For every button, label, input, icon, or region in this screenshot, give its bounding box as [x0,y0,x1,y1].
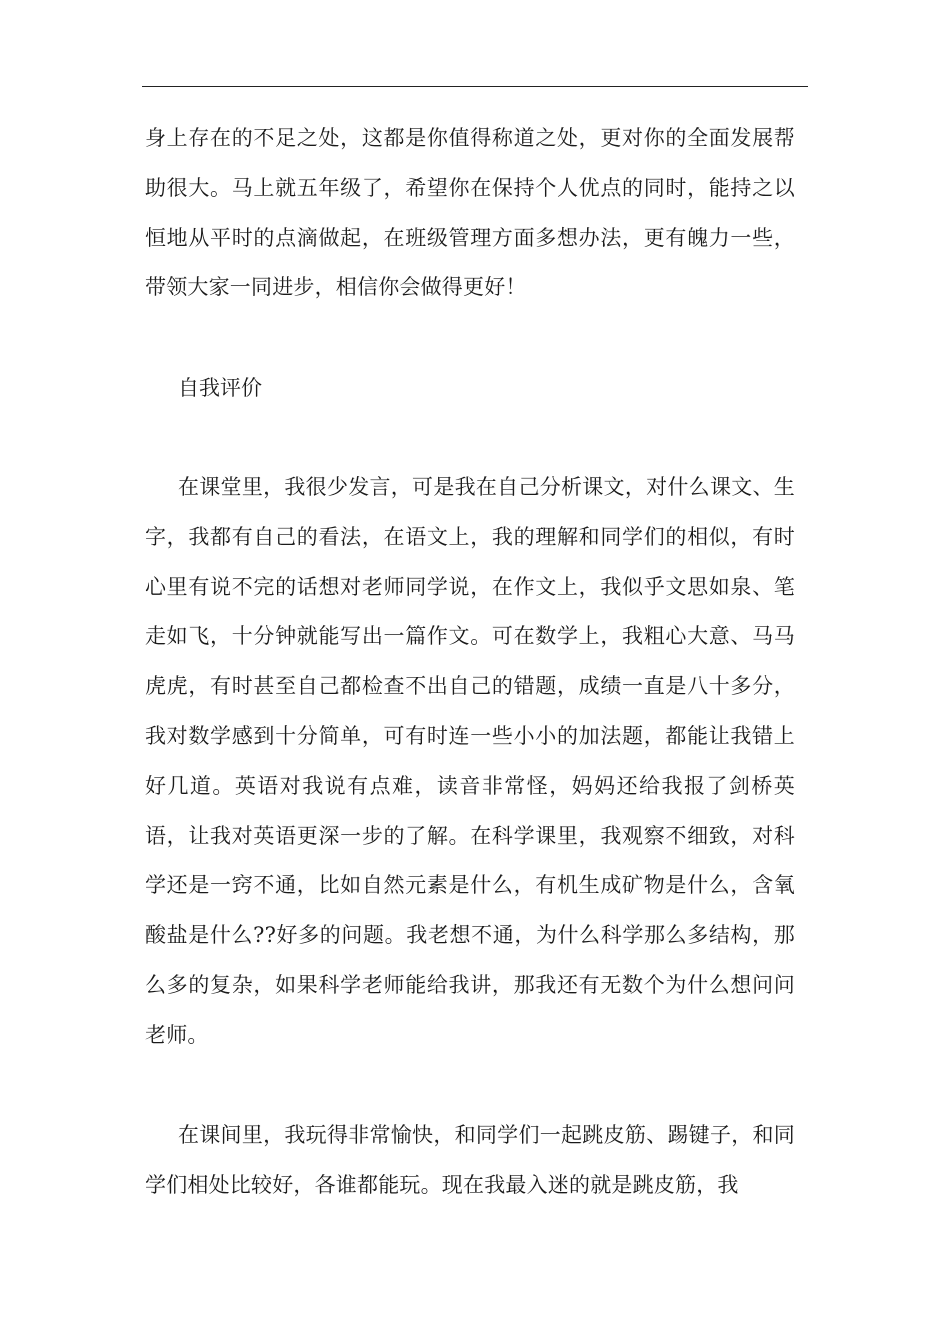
section-heading: 自我评价 [178,376,262,400]
paragraph-classroom: 在课堂里，我很少发言，可是我在自己分析课文，对什么课文、生字，我都有自己的看法，在语文上，我的理解和同学们的相似，有时心里有说不完的话想对老师同学说，在作文上，我似乎文思如泉、笔走如飞，十分钟就能写出一篇作文。可在数学上，我粗心大意、马马虎虎，有时甚至自己都检查不出自己的错题，成绩一直是八十多分，我对数学感到十分简单，可有时连一些小小的加法题，都能让我错上好几道。英语对我说有点难，读音非常怪，妈妈还给我报了剑桥英语，让我对英语更深一步的了解。在科学课里，我观察不细致，对科学还是一窍不通，比如自然元素是什么，有机生成矿物是什么，含氧酸盐是什么??好多的问题。我老想不通，为什么科学那么多结构，那么多的复杂，如果科学老师能给我讲，那我还有无数个为什么想问问老师。 [145,475,795,1047]
paragraph-teacher-comment-end: 身上存在的不足之处，这都是你值得称道之处，更对你的全面发展帮助很大。马上就五年级了，希望你在保持个人优点的同时，能持之以恒地从平时的点滴做起，在班级管理方面多想办法，更有魄力一些，带领大家一同进步，相信你会做得更好！ [145,126,795,300]
paragraph-recess: 在课间里，我玩得非常愉快，和同学们一起跳皮筋、踢键子，和同学们相处比较好，各谁都能玩。现在我最入迷的就是跳皮筋，我 [145,1123,795,1197]
header-rule [142,86,808,87]
